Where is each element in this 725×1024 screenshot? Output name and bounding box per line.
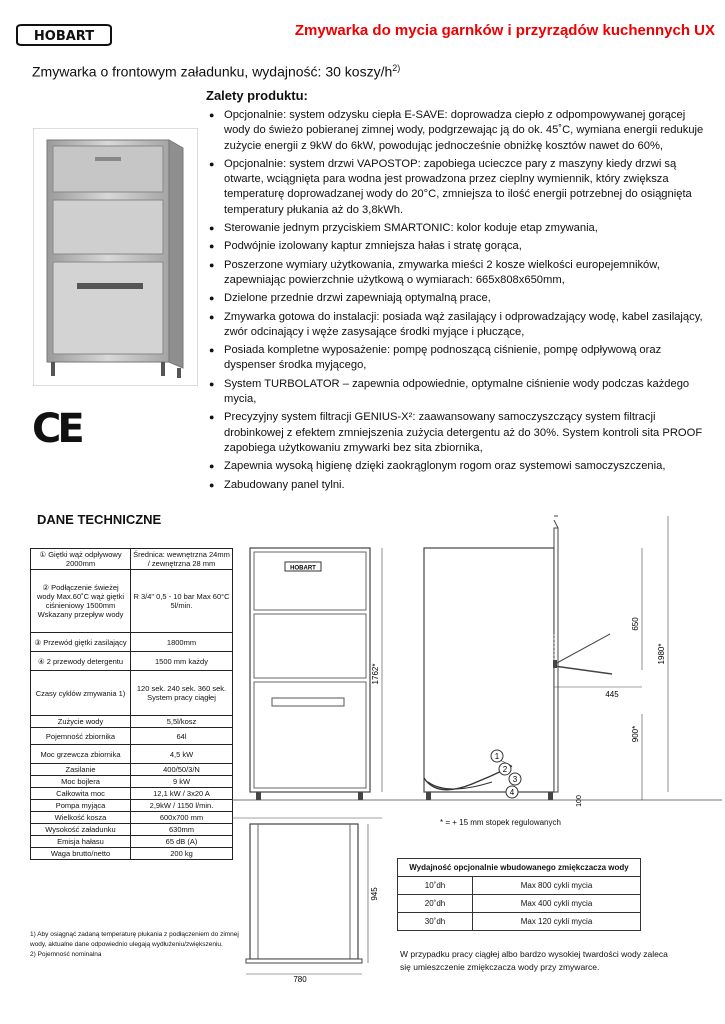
advantage-item: ● Sterowanie jednym przyciskiem SMARTONIC: kolor koduje etap zmywania, [206, 221, 711, 236]
table-row [398, 859, 641, 877]
softener-note: W przypadku pracy ciągłej albo bardzo wysokiej twardości wody zaleca się umieszczenie zmiękczacza wody przy zmywarce. [400, 949, 668, 972]
spec-value: 630mm [131, 824, 233, 836]
spec-label: Wysokość załadunku [31, 824, 131, 836]
tech-data-table [30, 548, 233, 860]
dim-label: 100 [576, 795, 583, 807]
footnote: 2) Pojemność nominalna [30, 951, 102, 958]
table-row [31, 570, 233, 633]
hobart-logo [14, 24, 114, 46]
cycles-cell: Max 400 cykli mycia [473, 895, 641, 913]
ce-mark: CE [32, 406, 81, 452]
table-row [31, 812, 233, 824]
cycles-cell: Max 800 cykli mycia [473, 877, 641, 895]
page-subtitle [32, 63, 400, 80]
spec-label: Zasilanie [31, 764, 131, 776]
spec-value: 4,5 kW [131, 745, 233, 764]
spec-label: Wielkość kosza [31, 812, 131, 824]
spec-value: 5,5l/kosz [131, 716, 233, 728]
tech-data-heading: DANE TECHNICZNE [37, 512, 162, 527]
spec-label: Waga brutto/netto [31, 848, 131, 860]
advantage-item: ● Zmywarka gotowa do instalacji: posiada wąż zasilający i odprowadzający wodę, kabel zasilający, zwór odcinający i węże zasysające środki myjące i płuczące, [206, 310, 711, 341]
spec-value: R 3/4" 0,5 - 10 bar Max 60°C 5l/min. [131, 570, 233, 633]
spec-value: 400/50/3/N [131, 764, 233, 776]
spec-label: Całkowita moc [31, 788, 131, 800]
spec-value: 120 sek. 240 sek. 360 sek. System pracy ciągłej [131, 671, 233, 716]
spec-value: 1500 mm każdy [131, 652, 233, 671]
advantage-item: ● Posiada kompletne wyposażenie: pompę podnoszącą ciśnienie, pompę odpływową oraz dyspenser środka myjącego, [206, 343, 711, 374]
advantage-item: ● Precyzyjny system filtracji GENIUS-X²: zaawansowany samoczyszczący system filtracji drobinkowej z efektem zmniejszenia zużycia detergentu aż do 30%. System kontroli sita PROOF zapobiega użytkowaniu zmywarki bez sita zbiornika, [206, 410, 711, 456]
table-row [31, 671, 233, 716]
spec-value: 9 kW [131, 776, 233, 788]
spec-label: Zużycie wody [31, 716, 131, 728]
hardness-cell: 30˚dh [398, 913, 473, 931]
spec-value: 65 dB (A) [131, 836, 233, 848]
spec-label: Czasy cyklów zmywania 1) [31, 671, 131, 716]
table-row [31, 824, 233, 836]
product-photo [33, 128, 198, 386]
spec-label: ① Giętki wąż odpływowy 2000mm [31, 549, 131, 570]
advantage-item: ● Zabudowany panel tylni. [206, 478, 711, 493]
subtitle-text: Zmywarka o frontowym załadunku, wydajność: 30 koszy/h [32, 63, 393, 80]
spec-value: 600x700 mm [131, 812, 233, 824]
dim-label: 945 [370, 887, 379, 901]
spec-value: 64l [131, 728, 233, 745]
table-row [31, 764, 233, 776]
hardness-cell: 20˚dh [398, 895, 473, 913]
dimension-note: * = + 15 mm stopek regulowanych [440, 818, 561, 827]
spec-label: Pojemność zbiornika [31, 728, 131, 745]
cycles-cell: Max 120 cykli mycia [473, 913, 641, 931]
spec-value: 200 kg [131, 848, 233, 860]
page-title: Zmywarka do mycia garnków i przyrządów kuchennych UX [294, 22, 715, 39]
advantage-item: ● Dzielone przednie drzwi zapewniają optymalną prace, [206, 291, 711, 306]
table-row [31, 633, 233, 652]
dim-label: 900* [631, 725, 640, 743]
footnote: 1) Aby osiągnąć zadaną temperaturę płukania z podłączeniem do zimnej wody, aktualne dane odpowiednio ulegają wydłużeniu/zwiększeniu. [30, 931, 239, 948]
table-row [31, 848, 233, 860]
spec-label: Pompa myjąca [31, 800, 131, 812]
table-row [31, 800, 233, 812]
table-row [398, 913, 641, 931]
spec-value: 12,1 kW / 3x20 A [131, 788, 233, 800]
dim-label: 1762* [371, 663, 380, 685]
spec-label: ② Podłączenie świeżej wody Max.60˚C wąż giętki ciśnieniowy 1500mm Wskazany przepływ wody [31, 570, 131, 633]
table-row [398, 895, 641, 913]
table-row [31, 549, 233, 570]
spec-label: Emisja hałasu [31, 836, 131, 848]
dim-label: 445 [605, 690, 619, 699]
dim-label: 650 [631, 617, 640, 631]
hardness-cell: 10˚dh [398, 877, 473, 895]
advantage-item: ● Opcjonalnie: system odzysku ciepła E-SAVE: doprowadza ciepło z odpompowywanej gorącej wody do świeżo pobieranej zimnej wody, podgrzewając ją do ok. 45˚C, wymiana energii redukuje zużycie energii z 9kW do 6kW, powodując jednocześnie obniżkę kosztów nawet do 60%, [206, 108, 711, 154]
table-row [398, 877, 641, 895]
table-row [31, 652, 233, 671]
table-row [31, 836, 233, 848]
table-row [31, 788, 233, 800]
callout-label: 3 [512, 775, 518, 784]
spec-label: ③ Przewód giętki zasilający [31, 633, 131, 652]
softener-table [397, 858, 641, 931]
spec-label: Moc grzewcza zbiornika [31, 745, 131, 764]
top-view-drawing [232, 814, 382, 989]
advantage-item: ● System TURBOLATOR – zapewnia odpowiednie, optymalne ciśnienie wody podczas każdego mycia, [206, 377, 711, 408]
dim-label: 780 [293, 975, 307, 984]
dim-label: 1980* [657, 643, 666, 665]
softener-heading: Wydajność opcjonalnie wbudowanego zmiękczacza wody [398, 859, 641, 877]
dimension-drawing [232, 514, 722, 814]
spec-value: Średnica: wewnętrzna 24mm / zewnętrzna 28 mm [131, 549, 233, 570]
logo-text: HOBART [33, 29, 95, 44]
advantage-item: ● Poszerzone wymiary użytkowania, zmywarka mieści 2 kosze wielkości europejemników, zapewniając powierzchnie użytkową o wymiarach: 665x808x650mm, [206, 258, 711, 289]
advantage-item: ● Zapewnia wysoką higienę dzięki zaokrąglonym rogom oraz systemowi samoczyszczenia, [206, 459, 711, 474]
table-row [31, 728, 233, 745]
advantages-heading: Zalety produktu: [206, 88, 308, 103]
spec-label: ④ 2 przewody detergentu [31, 652, 131, 671]
table-row [31, 745, 233, 764]
drawing-badge-text: HOBART [290, 565, 316, 572]
spec-label: Moc bojlera [31, 776, 131, 788]
footnotes [30, 930, 245, 960]
advantage-item: ● Podwójnie izolowany kaptur zmniejsza hałas i stratę gorąca, [206, 239, 711, 254]
advantage-item: ● Opcjonalnie: system drzwi VAPOSTOP: zapobiega ucieczce pary z maszyny kiedy drzwi są otwarte, wciągnięta para wodna jest prowadzona przez cieplny wymiennik, który zwiększa temperaturę doprowadzanej wody do 20°C, zmniejsza to ilość energii potrzebnej do osiągnięta temperatury płukania aż do 3,8kWh. [206, 157, 711, 218]
callout-label: 1 [494, 752, 500, 761]
callout-label: 2 [502, 765, 508, 774]
spec-value: 1800mm [131, 633, 233, 652]
table-row [31, 716, 233, 728]
spec-value: 2,9kW / 1150 l/min. [131, 800, 233, 812]
subtitle-footnote-mark: 2) [392, 63, 401, 73]
callout-label: 4 [509, 788, 515, 797]
table-row [31, 776, 233, 788]
advantages-list [206, 108, 711, 496]
